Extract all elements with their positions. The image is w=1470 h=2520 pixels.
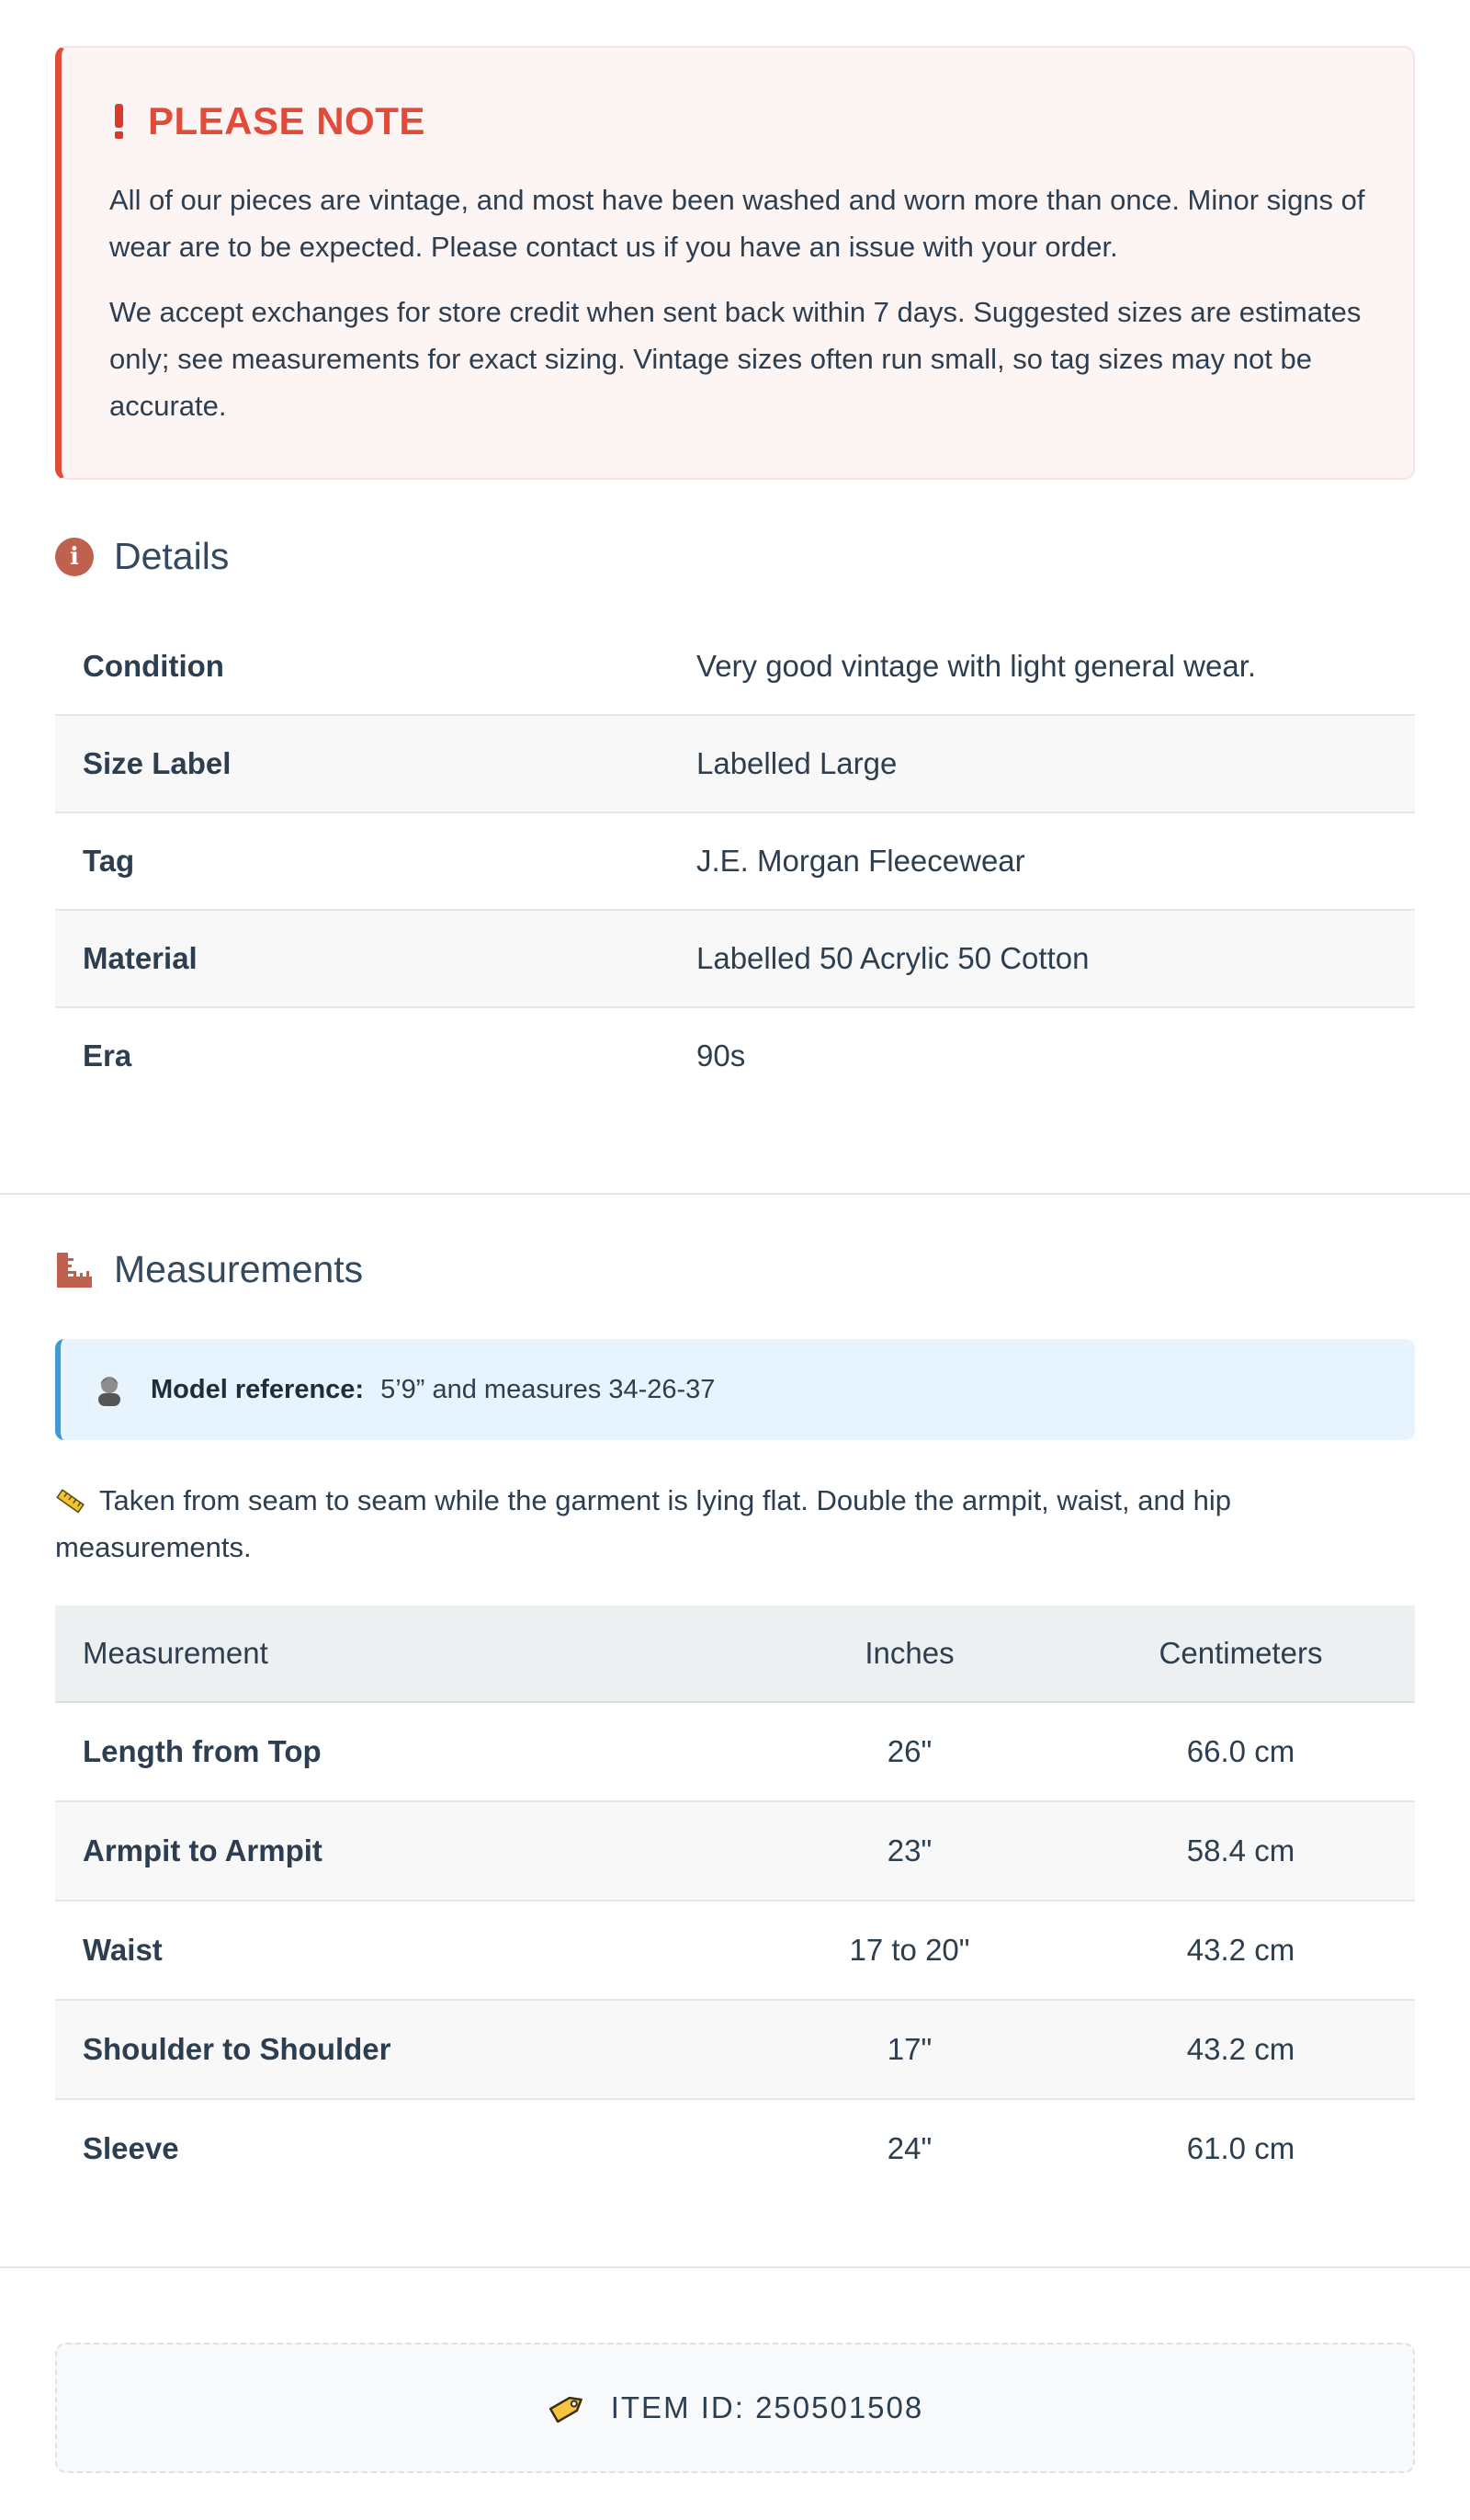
model-reference bbox=[55, 1339, 1415, 1440]
info-icon: i bbox=[55, 538, 94, 576]
measurement-cm: 66.0 cm bbox=[1067, 1702, 1415, 1801]
model-value: 5’9” and measures 34-26-37 bbox=[380, 1374, 716, 1404]
measurement-inches: 17" bbox=[752, 2000, 1067, 2099]
pencil-icon bbox=[55, 1487, 90, 1518]
details-section bbox=[55, 535, 1415, 1104]
details-title: Details bbox=[114, 535, 230, 577]
person-icon bbox=[94, 1373, 125, 1406]
notice-paragraph: We accept exchanges for store credit when sent back within 7 days. Suggested sizes are estimates only; see measurements for exact sizing. Vintage sizes often run small, so tag sizes may not be accurate. bbox=[109, 296, 1362, 422]
measurements-section bbox=[55, 1248, 1415, 2197]
detail-value: 90s bbox=[696, 1039, 746, 1073]
measurement-name: Waist bbox=[55, 1901, 752, 2000]
section-divider bbox=[0, 1193, 1470, 1195]
notice-title: PLEASE NOTE bbox=[148, 99, 425, 142]
measurement-inches: 26" bbox=[752, 1702, 1067, 1801]
measurement-cm: 58.4 cm bbox=[1067, 1801, 1415, 1901]
table-row bbox=[55, 812, 1415, 910]
measurement-name: Armpit to Armpit bbox=[55, 1801, 752, 1901]
detail-value: Labelled 50 Acrylic 50 Cotton bbox=[669, 910, 1415, 1007]
ruler-icon bbox=[55, 1251, 94, 1289]
measurement-note-text: Taken from seam to seam while the garment is lying flat. Double the armpit, waist, and hip measurements. bbox=[55, 1484, 1231, 1563]
detail-value: Labelled Large bbox=[669, 715, 1415, 812]
details-table bbox=[55, 619, 1415, 1104]
measurement-name: Length from Top bbox=[55, 1702, 752, 1801]
table-row bbox=[55, 1801, 1415, 1901]
measurement-inches: 23" bbox=[752, 1801, 1067, 1901]
detail-value: Very good vintage with light general wear. bbox=[669, 619, 1415, 715]
measurements-table bbox=[55, 1606, 1415, 2197]
item-id-box bbox=[55, 2343, 1415, 2473]
measurements-title: Measurements bbox=[114, 1248, 364, 1290]
table-row bbox=[55, 715, 1415, 812]
notice-header bbox=[109, 99, 1365, 143]
tag-icon bbox=[547, 2389, 587, 2426]
table-row bbox=[55, 2000, 1415, 2099]
column-header-inches: Inches bbox=[752, 1606, 1067, 1702]
measurement-name: Sleeve bbox=[83, 2131, 179, 2165]
table-row bbox=[55, 910, 1415, 1007]
table-header-row bbox=[55, 1606, 1415, 1702]
notice-paragraph: All of our pieces are vintage, and most have been washed and worn more than once. Minor signs of wear are to be expected. Please contact us if you have an issue with your order. bbox=[109, 184, 1365, 263]
detail-label: Size Label bbox=[55, 715, 669, 812]
detail-value: J.E. Morgan Fleecewear bbox=[669, 812, 1415, 910]
detail-label: Era bbox=[83, 1039, 132, 1073]
model-label: Model reference: bbox=[151, 1374, 365, 1404]
table-row bbox=[55, 619, 1415, 715]
column-header-centimeters: Centimeters bbox=[1067, 1606, 1415, 1702]
table-row bbox=[55, 1702, 1415, 1801]
section-divider bbox=[0, 2266, 1470, 2268]
item-id-text: ITEM ID: 250501508 bbox=[610, 2390, 924, 2424]
exclamation-icon bbox=[109, 104, 128, 139]
measurement-inches: 17 to 20" bbox=[752, 1901, 1067, 2000]
measurements-header bbox=[55, 1248, 1415, 1291]
detail-label: Tag bbox=[55, 812, 669, 910]
details-header bbox=[55, 535, 1415, 578]
measurement-name: Shoulder to Shoulder bbox=[55, 2000, 752, 2099]
measurement-cm: 43.2 cm bbox=[1067, 2000, 1415, 2099]
measurement-inches: 24" bbox=[887, 2131, 933, 2165]
table-row bbox=[55, 2099, 1415, 2197]
measurement-cm: 61.0 cm bbox=[1186, 2131, 1295, 2165]
measurement-note bbox=[55, 1477, 1415, 1571]
column-header-measurement: Measurement bbox=[55, 1606, 752, 1702]
detail-label: Condition bbox=[55, 619, 669, 715]
measurement-cm: 43.2 cm bbox=[1067, 1901, 1415, 2000]
table-row bbox=[55, 1901, 1415, 2000]
please-note-panel bbox=[55, 46, 1415, 480]
detail-label: Material bbox=[55, 910, 669, 1007]
table-row bbox=[55, 1007, 1415, 1104]
